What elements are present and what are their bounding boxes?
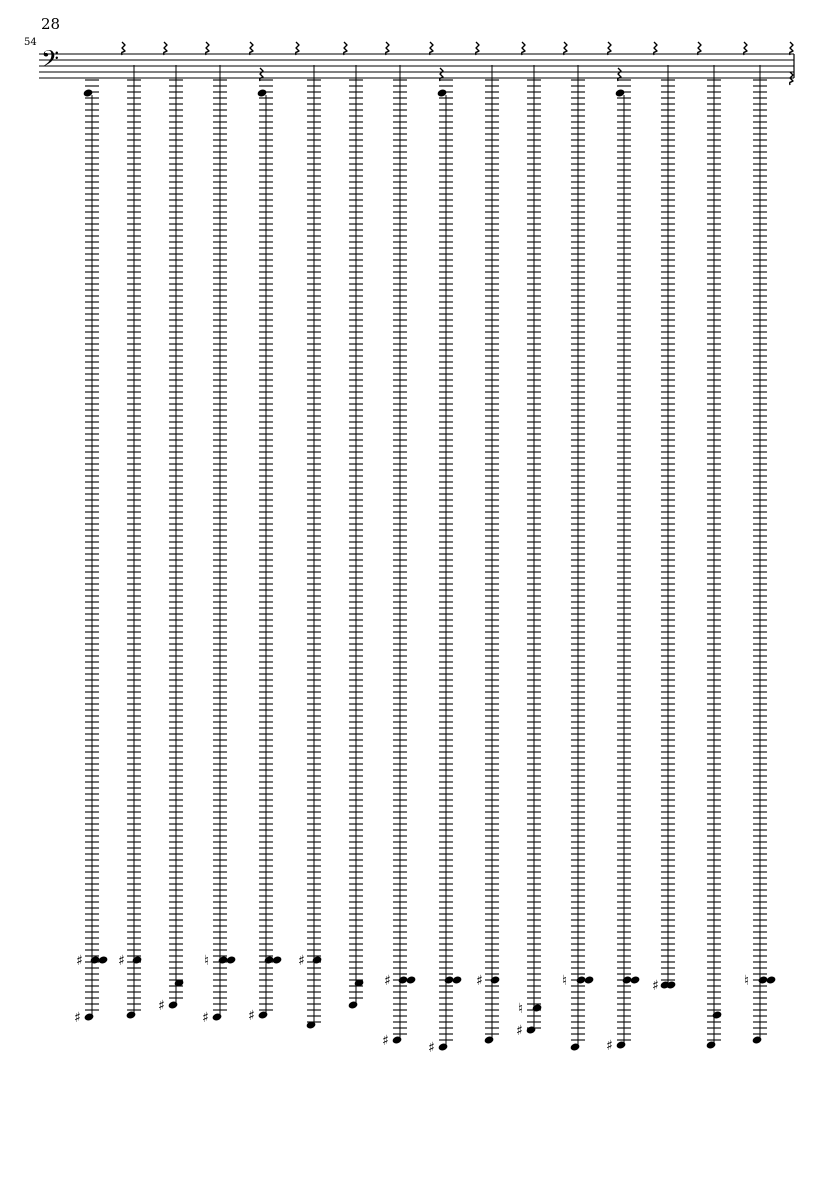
rest <box>790 72 793 85</box>
notehead <box>452 975 463 984</box>
rest <box>430 42 433 55</box>
notehead <box>438 1042 449 1051</box>
notehead <box>706 1040 717 1049</box>
notehead <box>126 1010 137 1019</box>
page-number: 28 <box>41 15 61 33</box>
natural-accidental: ♮ <box>204 953 210 969</box>
rest <box>790 42 793 55</box>
rest <box>164 42 167 55</box>
sharp-accidental: ♯ <box>652 978 659 994</box>
sharp-accidental: ♯ <box>76 953 83 969</box>
rest <box>250 42 253 55</box>
rest <box>296 42 299 55</box>
notehead <box>226 955 237 964</box>
notehead <box>212 1012 223 1021</box>
notehead <box>168 1000 179 1009</box>
natural-accidental: ♮ <box>744 973 750 989</box>
sharp-accidental: ♯ <box>476 973 483 989</box>
notehead <box>616 1040 627 1049</box>
notehead <box>584 975 595 984</box>
rest <box>522 42 525 55</box>
rest <box>564 42 567 55</box>
rest <box>608 42 611 55</box>
sharp-accidental: ♯ <box>382 1033 389 1049</box>
notehead <box>570 1042 581 1051</box>
notehead <box>752 1035 763 1044</box>
rest <box>206 42 209 55</box>
notehead <box>484 1035 495 1044</box>
rest <box>344 42 347 55</box>
sharp-accidental: ♯ <box>202 1010 209 1026</box>
notehead <box>312 955 323 964</box>
sharp-accidental: ♯ <box>606 1038 613 1054</box>
notehead <box>84 1012 95 1021</box>
rest <box>476 42 479 55</box>
rest <box>260 68 263 81</box>
sharp-accidental: ♯ <box>516 1023 523 1039</box>
sharp-accidental: ♯ <box>74 1010 81 1026</box>
notehead <box>406 975 417 984</box>
notehead <box>490 975 501 984</box>
rest <box>618 68 621 81</box>
natural-accidental: ♮ <box>518 1001 524 1017</box>
sharp-accidental: ♯ <box>298 953 305 969</box>
notehead <box>532 1003 543 1012</box>
notehead <box>392 1035 403 1044</box>
rest <box>440 68 443 81</box>
sharp-accidental: ♯ <box>428 1040 435 1056</box>
notehead <box>272 955 283 964</box>
notehead <box>258 1010 269 1019</box>
sharp-accidental: ♯ <box>384 973 391 989</box>
sharp-accidental: ♯ <box>158 998 165 1014</box>
notehead <box>98 955 109 964</box>
notehead <box>766 975 777 984</box>
rest <box>744 42 747 55</box>
notehead <box>630 975 641 984</box>
notehead <box>348 1000 359 1009</box>
sharp-accidental: ♯ <box>118 953 125 969</box>
rest <box>122 42 125 55</box>
notehead <box>712 1010 723 1019</box>
bass-clef: 𝄢 <box>41 45 60 78</box>
notehead <box>526 1025 537 1034</box>
rest <box>698 42 701 55</box>
notehead <box>132 955 143 964</box>
rest <box>654 42 657 55</box>
natural-accidental: ♮ <box>562 973 568 989</box>
sharp-accidental: ♯ <box>248 1008 255 1024</box>
rest <box>386 42 389 55</box>
measure-number: 54 <box>24 37 37 48</box>
